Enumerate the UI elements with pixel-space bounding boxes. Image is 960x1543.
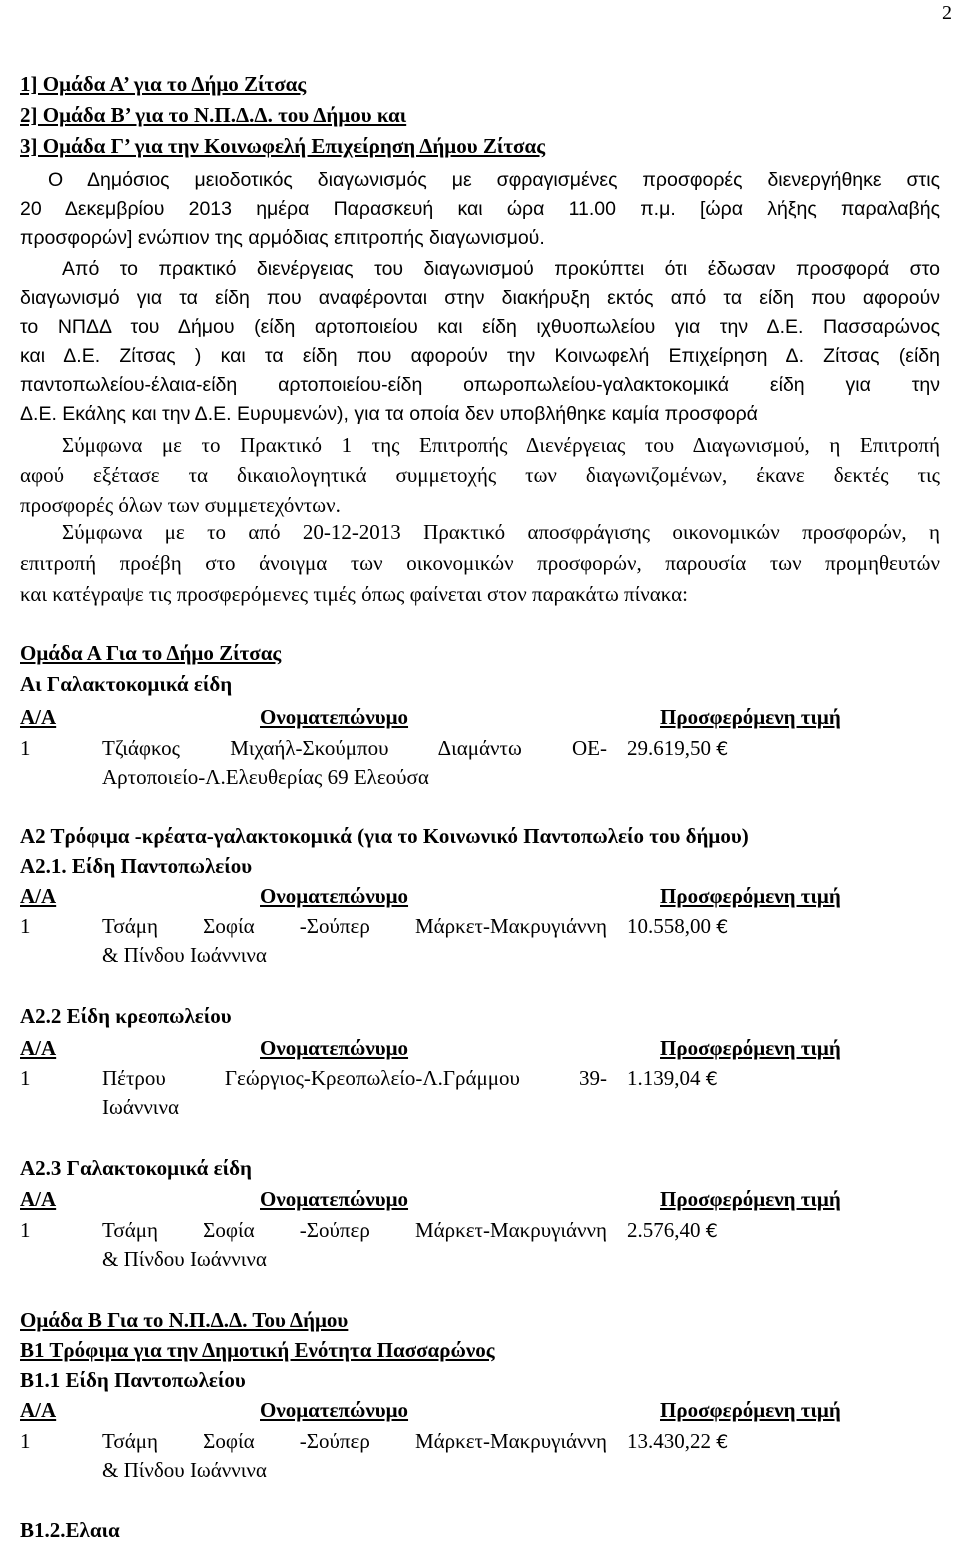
table-header-price: Προσφερόμενη τιμή [660,884,841,908]
euro-icon: € [716,738,729,760]
table-header-price: Προσφερόμενη τιμή [660,1187,841,1211]
paragraph-2-line-6: Δ.Ε. Εκάλης και την Δ.Ε. Ευρυμενών), για τα οποία δεν υποβλήθηκε καμία προσφορά [20,403,758,425]
group-b-title: Ομάδα Β Για το Ν.Π.Δ.Δ. Του Δήμου [20,1308,349,1332]
price-value: 2.576,40 [627,1218,701,1242]
paragraph-2-line-1: Από το πρακτικό διενέργειας του διαγωνισμού προκύπτει ότι έδωσαν προσφορά στο [62,258,940,280]
section-a22-title: Α2.2 Είδη κρεοπωλείου [20,1004,232,1028]
table-row-price [627,734,728,764]
page-number: 2 [942,2,952,24]
table-header-name: Ονοματεπώνυμο [260,1036,409,1060]
paragraph-2-line-4: και Δ.Ε. Ζίτσας ) και τα είδη που αφορούν την Κοινωφελή Επιχείρηση Δ. Ζίτσας (είδη [20,345,940,367]
table-header-name: Ονοματεπώνυμο [260,1187,409,1211]
table-header-aa: Α/Α [20,884,57,908]
paragraph-4-line-1: Σύμφωνα με το από 20-12-2013 Πρακτικό αποσφράγισης οικονομικών προσφορών, η [62,520,940,544]
paragraph-2-line-5: παντοπωλείου-έλαια-είδη αρτοποιείου-είδη οπωροπωλείου-γαλακτοκομικά είδη για την [20,374,940,396]
section-a21-title: Α2.1. Είδη Παντοπωλείου [20,854,253,878]
paragraph-3-line-2: αφού εξέτασε τα δικαιολογητικά συμμετοχής των διαγωνιζομένων, έκανε δεκτές τις [20,463,940,487]
group-list-item-1: 1] Ομάδα Α’ για το Δήμο Ζίτσας [20,72,307,96]
section-b1-title: Β1 Τρόφιμα για την Δημοτική Ενότητα Πασσαρώνος [20,1338,495,1362]
table-row-name-line-2: & Πίνδου Ιωάννινα [102,1458,267,1482]
table-row-aa: 1 [20,736,31,760]
table-header-aa: Α/Α [20,1036,57,1060]
table-header-name: Ονοματεπώνυμο [260,1398,409,1422]
table-row-name-line-1: Τσάμη Σοφία -Σούπερ Μάρκετ-Μακρυγιάννη [102,914,607,938]
price-value: 29.619,50 [627,736,711,760]
euro-icon: € [716,916,729,938]
table-row-name-line-1: Τσάμη Σοφία -Σούπερ Μάρκετ-Μακρυγιάννη [102,1218,607,1242]
paragraph-1-line-1: Ο Δημόσιος μειοδοτικός διαγωνισμός με σφραγισμένες προσφορές διενεργήθηκε στις [48,169,940,191]
euro-icon: € [705,1220,718,1242]
table-row-aa: 1 [20,1066,31,1090]
table-row-price [627,1216,718,1246]
paragraph-4-line-2: επιτροπή προέβη στο άνοιγμα των οικονομικών προσφορών, παρουσία των προμηθευτών [20,551,940,575]
table-header-price: Προσφερόμενη τιμή [660,705,841,729]
paragraph-2-line-3: το ΝΠΔΔ του Δήμου (είδη αρτοποιείου και είδη ιχθυοπωλείου για την Δ.Ε. Πασσαρώνος [20,316,940,338]
table-row-price [627,912,728,942]
table-row-name-line-2: Ιωάννινα [102,1095,179,1119]
table-row-name-line-1: Πέτρου Γεώργιος-Κρεοπωλείο-Λ.Γράμμου 39- [102,1066,607,1090]
table-header-name: Ονοματεπώνυμο [260,884,409,908]
table-row-name-line-2: & Πίνδου Ιωάννινα [102,1247,267,1271]
section-a1-title: Αι Γαλακτοκομικά είδη [20,672,233,696]
price-value: 13.430,22 [627,1429,711,1453]
section-b12-title: Β1.2.Ελαια [20,1518,120,1542]
table-row-name-line-1: Τσάμη Σοφία -Σούπερ Μάρκετ-Μακρυγιάννη [102,1429,607,1453]
group-list-item-2: 2] Ομάδα Β’ για το Ν.Π.Δ.Δ. του Δήμου και [20,103,407,127]
paragraph-1-line-2: 20 Δεκεμβρίου 2013 ημέρα Παρασκευή και ώρα 11.00 π.μ. [ώρα λήξης παραλαβής [20,198,940,220]
table-row-price [627,1064,718,1094]
table-row-aa: 1 [20,914,31,938]
table-header-price: Προσφερόμενη τιμή [660,1036,841,1060]
euro-icon: € [705,1068,718,1090]
table-row-price [627,1427,728,1457]
table-header-aa: Α/Α [20,705,57,729]
price-value: 1.139,04 [627,1066,701,1090]
table-row-aa: 1 [20,1429,31,1453]
paragraph-4-line-3: και κατέγραψε τις προσφερόμενες τιμές όπως φαίνεται στον παρακάτω πίνακα: [20,582,689,606]
section-a23-title: Α2.3 Γαλακτοκομικά είδη [20,1156,252,1180]
section-a2-title: Α2 Τρόφιμα -κρέατα-γαλακτοκομικά (για το Κοινωνικό Παντοπωλείο του δήμου) [20,824,749,848]
table-row-aa: 1 [20,1218,31,1242]
table-header-aa: Α/Α [20,1398,57,1422]
paragraph-2-line-2: διαγωνισμό για τα είδη που αναφέρονται στην διακήρυξη εκτός από τα είδη που αφορούν [20,287,940,309]
group-a-title: Ομάδα Α Για το Δήμο Ζίτσας [20,641,282,665]
paragraph-3-line-1: Σύμφωνα με το Πρακτικό 1 της Επιτροπής Διενέργειας του Διαγωνισμού, η Επιτροπή [62,433,940,457]
table-row-name-line-1: Τζιάφκος Μιχαήλ-Σκούμπου Διαμάντω ΟΕ- [102,736,607,760]
euro-icon: € [716,1431,729,1453]
table-header-price: Προσφερόμενη τιμή [660,1398,841,1422]
section-b11-title: Β1.1 Είδη Παντοπωλείου [20,1368,246,1392]
table-header-aa: Α/Α [20,1187,57,1211]
table-header-name: Ονοματεπώνυμο [260,705,409,729]
paragraph-3-line-3: προσφορές όλων των συμμετεχόντων. [20,493,341,517]
paragraph-1-line-3: προσφορών] ενώπιον της αρμόδιας επιτροπής διαγωνισμού. [20,227,545,249]
price-value: 10.558,00 [627,914,711,938]
group-list-item-3: 3] Ομάδα Γ’ για την Κοινωφελή Επιχείρηση Δήμου Ζίτσας [20,134,546,158]
table-row-name-line-2: & Πίνδου Ιωάννινα [102,943,267,967]
table-row-name-line-2: Αρτοποιείο-Λ.Ελευθερίας 69 Ελεούσα [102,765,429,789]
